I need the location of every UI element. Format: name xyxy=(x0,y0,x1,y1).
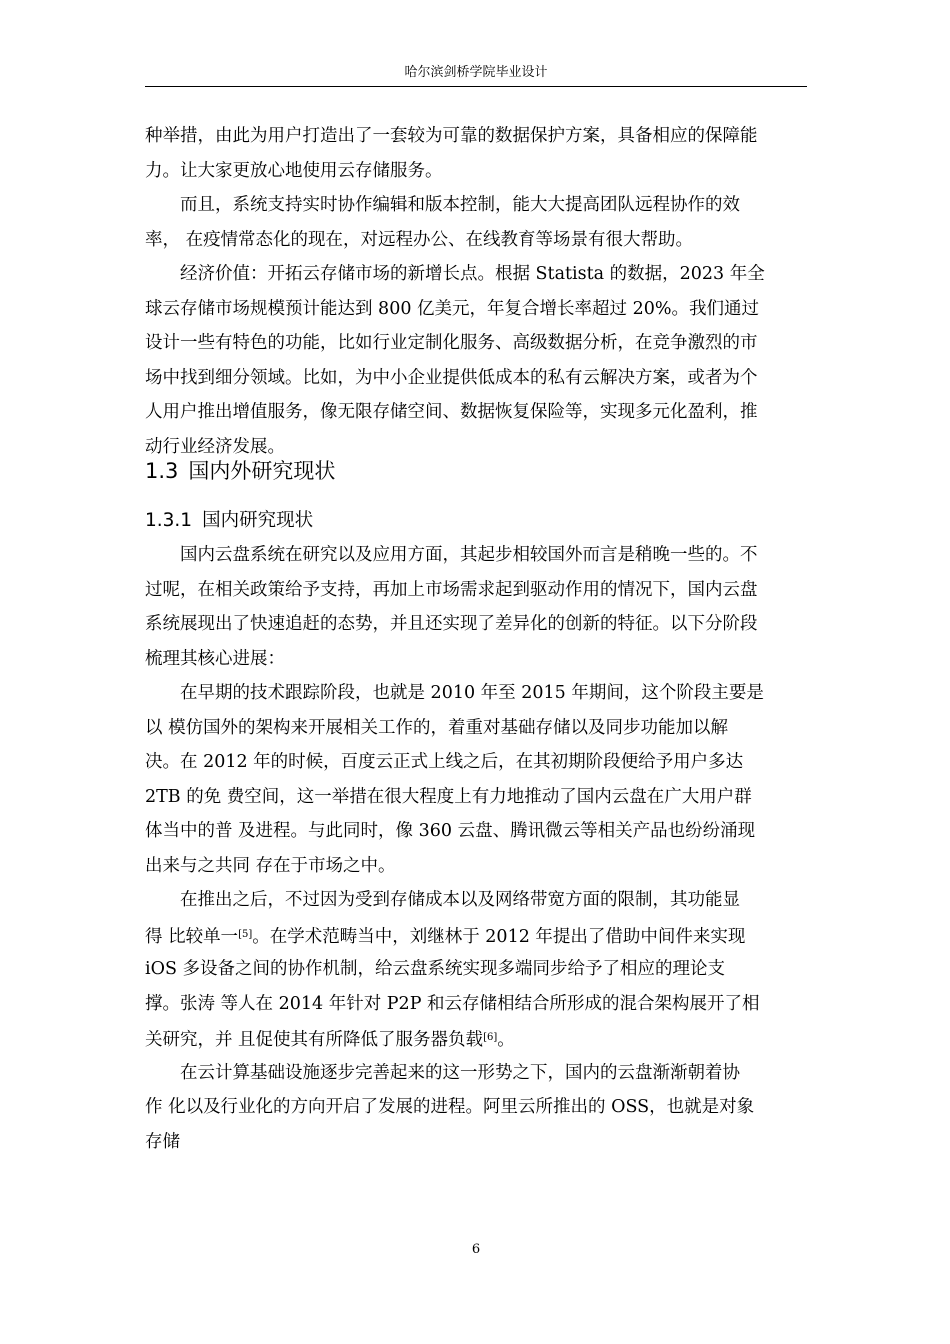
citation-ref: [6] xyxy=(483,1032,498,1043)
text-line: 体当中的普 及进程。与此同时，像 360 云盘、腾讯微云等相关产品也纷纷涌现 xyxy=(145,821,756,841)
text-line: 在早期的技术跟踪阶段，也就是 2010 年至 2015 年期间，这个阶段主要是 xyxy=(145,683,764,703)
text-line: 率， 在疫情常态化的现在，对远程办公、在线教育等场景有很大帮助。 xyxy=(145,229,694,250)
subsection-heading xyxy=(145,508,313,534)
text-line: 种举措，由此为用户打造出了一套较为可靠的数据保护方案，具备相应的保障能 xyxy=(145,126,758,146)
text-line: 梳理其核心进展： xyxy=(145,648,285,669)
text-segment: 。在学术范畴当中，刘继林于 2012 年提出了借助中间件来实现 xyxy=(252,926,746,947)
text-line: 而且，系统支持实时协作编辑和版本控制，能大大提高团队远程协作的效 xyxy=(145,195,740,215)
text-line xyxy=(145,992,760,1016)
text-segment: 。 xyxy=(497,1030,515,1050)
page-number: 6 xyxy=(471,1242,481,1257)
text-line: 系统展现出了快速追赶的态势，并且还实现了差异化的创新的特征。以下分阶段 xyxy=(145,614,758,634)
text-line: 国内云盘系统在研究以及应用方面，其起步相较国外而言是稍晚一些的。不 xyxy=(145,545,758,565)
text-line: 作 化以及行业化的方向开启了发展的进程。阿里云所推出的 OSS，也就是对象 xyxy=(145,1097,755,1117)
text-line xyxy=(145,1026,515,1052)
text-line: 场中找到细分领域。比如，为中小企业提供低成本的私有云解决方案，或者为个 xyxy=(145,367,758,388)
text-segment: 得 比较单一 xyxy=(145,926,239,947)
text-line: 过呢，在相关政策给予支持，再加上市场需求起到驱动作用的情况下，国内云盘 xyxy=(145,579,758,600)
text-line: 决。在 2012 年的时候，百度云正式上线之后，在其初期阶段便给予用户多达 xyxy=(145,752,744,772)
subsection-number: 1.3.1 xyxy=(145,510,193,531)
text-line xyxy=(145,923,745,949)
text-segment: 关研究，并 且促使其有所降低了服务器负载 xyxy=(145,1030,484,1050)
section-heading xyxy=(145,457,335,485)
subsection-title: 国内研究现状 xyxy=(202,510,314,531)
text-line: 球云存储市场规模预计能达到 800 亿美元，年复合增长率超过 20%。我们通过 xyxy=(145,298,759,319)
text-line: 在云计算基础设施逐步完善起来的这一形势之下，国内的云盘渐渐朝着协 xyxy=(145,1062,740,1083)
text-line: 人用户推出增值服务，像无限存储空间、数据恢复保险等，实现多元化盈利，推 xyxy=(145,402,758,422)
text-line: 存储 xyxy=(145,1131,180,1152)
text-segment: 撑。张涛 等人在 2014 年针对 P2P 和云存储相结合所形成的混合架构展开了相 xyxy=(145,993,760,1014)
section-number: 1.3 xyxy=(145,459,179,483)
text-line: 以 模仿国外的架构来开展相关工作的，着重对基础存储以及同步功能加以解 xyxy=(145,717,729,738)
citation-ref: [5] xyxy=(238,928,253,940)
text-line: 力。让大家更放心地使用云存储服务。 xyxy=(145,160,443,181)
text-line: 经济价值：开拓云存储市场的新增长点。根据 Statista 的数据，2023 年全 xyxy=(145,264,765,284)
section-title: 国内外研究现状 xyxy=(188,459,336,483)
page-header: 哈尔滨剑桥学院毕业设计 xyxy=(404,65,548,80)
text-segment: iOS 多设备之间的协作机制，给云盘系统实现多端同步给予了相应的理论支 xyxy=(145,959,725,979)
text-line xyxy=(145,957,725,981)
text-line: 设计一些有特色的功能，比如行业定制化服务、高级数据分析，在竞争激烈的市 xyxy=(145,333,758,353)
text-line: 在推出之后，不过因为受到存储成本以及网络带宽方面的限制，其功能显 xyxy=(145,890,740,910)
text-line: 2TB 的免 费空间，这一举措在很大程度上有力地推动了国内云盘在广大用户群 xyxy=(145,786,752,807)
header-rule xyxy=(145,86,807,87)
text-line: 出来与之共同 存在于市场之中。 xyxy=(145,855,396,876)
text-line: 动行业经济发展。 xyxy=(145,436,285,457)
